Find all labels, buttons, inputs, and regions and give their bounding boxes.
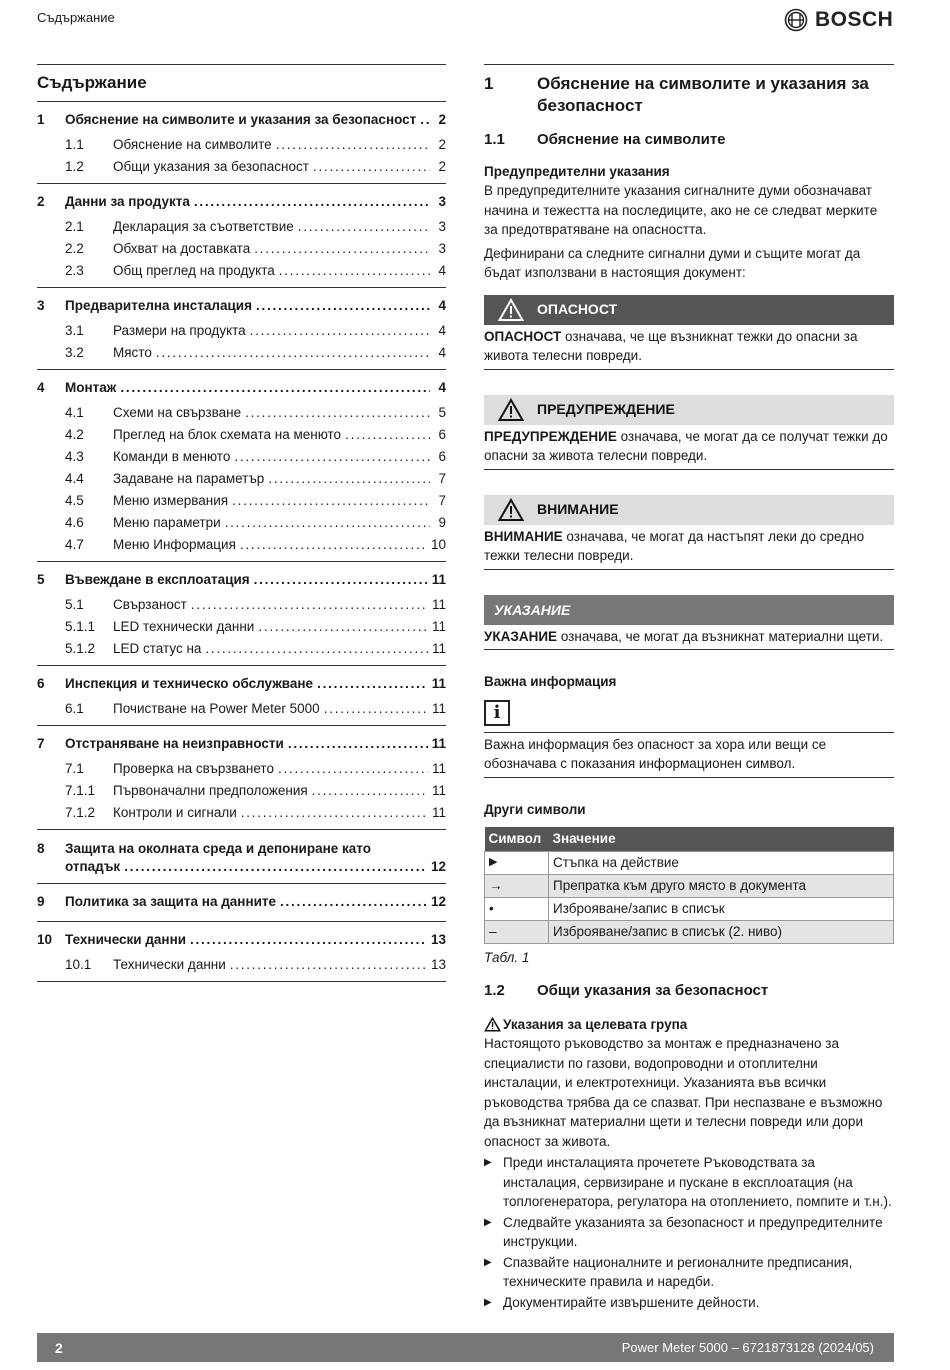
toc-entry-number: 3 (37, 298, 45, 313)
meaning-cell: Изброяване/запис в списък (549, 897, 894, 920)
toc-entry-title: Контроли и сигнали (113, 805, 237, 820)
warnings-paragraph-1: В предупредителните указания сигналните думи обозначават начина и тежестта на последиците, ако не се следват мерките за предотвратяване на опасността. (484, 183, 878, 237)
toc-entry-title: Предварителна инсталация (65, 298, 252, 313)
toc-leader-dots (298, 216, 430, 238)
toc-entry-sub[interactable] (37, 594, 446, 616)
toc-entry-sub[interactable] (37, 134, 446, 156)
list-item: ▶ Преди инсталацията прочетете Ръководствата за инсталация, сервизиране и пускане в експлоатация (на топлогенератора, регулатора на отоплението, помпите и т.н.). (484, 1153, 894, 1212)
toc-entry-number: 10.1 (65, 957, 92, 972)
toc-entry-page: 4 (438, 298, 446, 313)
warning-triangle-icon (484, 398, 537, 422)
toc-leader-dots (345, 424, 430, 446)
caution-description: означава, че могат да настъпят леки до средно тежки телесни повреди. (484, 528, 865, 563)
toc-entry-number: 7.1.2 (65, 805, 96, 820)
toc-leader-dots (240, 534, 427, 556)
caution-word: ВНИМАНИЕ (484, 528, 563, 544)
toc-section (37, 370, 446, 562)
toc-entry-number: 4 (37, 380, 45, 395)
toc-entry-title: Обяснение на символите и указания за безопасност (65, 112, 417, 127)
toc-entry-main[interactable] (37, 374, 446, 402)
toc-leader-dots (250, 320, 430, 342)
toc-entry-sub[interactable] (37, 534, 446, 556)
toc-entry-main[interactable] (37, 730, 446, 758)
symbols-table (484, 827, 894, 944)
toc-section (37, 922, 446, 982)
toc-entry-number: 5.1.2 (65, 641, 96, 656)
table-row (485, 874, 894, 897)
toc-entry-main[interactable] (37, 188, 446, 216)
toc-leader-dots (190, 926, 427, 954)
toc-section (37, 726, 446, 830)
toc-entry-page: 11 (431, 783, 446, 798)
toc-entry-page: 13 (430, 932, 446, 947)
toc-entry-page: 11 (431, 805, 446, 820)
other-symbols-label: Други символи (484, 801, 586, 817)
toc-entry-number: 4.2 (65, 427, 84, 442)
toc-entry-sub[interactable] (37, 698, 446, 720)
toc-leader-dots (120, 374, 430, 402)
toc-leader-dots (313, 156, 430, 178)
toc-entry-main[interactable] (37, 106, 446, 134)
toc-entry-page: 12 (430, 859, 446, 874)
toc-entry-page: 11 (431, 736, 446, 751)
toc-section (37, 830, 446, 884)
toc-entry-number: 8 (37, 841, 45, 856)
bosch-armature-icon (784, 8, 808, 32)
toc-entry-number: 7 (37, 736, 45, 751)
toc-entry-page: 7 (438, 471, 446, 486)
toc-section (37, 884, 446, 922)
toc-entry-sub[interactable] (37, 342, 446, 364)
toc-entry-title: Декларация за съответствие (113, 219, 294, 234)
toc-entry-sub[interactable] (37, 156, 446, 178)
toc-leader-dots (254, 238, 430, 260)
toc-entry-title-continued: отпадък (65, 859, 121, 874)
toc-entry-number: 7.1.1 (65, 783, 96, 798)
warning-triangle-icon (484, 298, 537, 322)
toc-leader-dots (279, 260, 430, 282)
toc-entry-page: 10 (430, 537, 446, 552)
toc-entry-title: Политика за защита на данните (65, 894, 277, 909)
meaning-cell: Препратка към друго място в документа (549, 874, 894, 897)
section-number: 1 (484, 74, 494, 93)
toc-entry-title: Монтаж (65, 380, 117, 395)
toc-entry-sub[interactable] (37, 780, 446, 802)
warning-word: ПРЕДУПРЕЖДЕНИЕ (484, 428, 617, 444)
warning-block (484, 395, 894, 470)
toc-entry-title: Задаване на параметър (113, 471, 265, 486)
table-header-cell: Символ (485, 827, 549, 851)
toc-section (37, 184, 446, 288)
toc-entry-page: 13 (430, 957, 446, 972)
symbol-cell: → (485, 874, 549, 897)
toc-entry-sub[interactable] (37, 490, 446, 512)
toc-entry-number: 2.1 (65, 219, 84, 234)
toc-leader-dots (234, 446, 430, 468)
toc-entry-number: 2.2 (65, 241, 84, 256)
toc-leader-dots (254, 566, 428, 594)
toc-entry-main[interactable] (37, 834, 446, 878)
toc-entry-title: Общ преглед на продукта (113, 263, 275, 278)
important-info-text: Важна информация без опасност за хора или вещи се обозначава с показания информационен символ. (484, 733, 894, 778)
section-1-2-heading (484, 981, 894, 1001)
danger-word: ОПАСНОСТ (484, 328, 562, 344)
toc-entry-number: 7.1 (65, 761, 84, 776)
toc-entry-page: 11 (431, 676, 446, 691)
toc-entry-page: 5 (438, 405, 446, 420)
toc-entry-title: Свързаност (113, 597, 187, 612)
list-item: ▶ Спазвайте националните и регионалните предписания, техническите правила и наредби. (484, 1253, 894, 1292)
toc-leader-dots (205, 638, 428, 660)
notice-description: означава, че могат да възникнат материални щети. (557, 628, 884, 644)
caution-text (484, 525, 894, 570)
toc-entry-number: 2.3 (65, 263, 84, 278)
danger-block (484, 295, 894, 370)
toc-entry-page: 9 (438, 515, 446, 530)
danger-label: ОПАСНОСТ (537, 300, 618, 317)
toc-entry-page: 12 (430, 894, 446, 909)
toc-leader-dots (194, 188, 430, 216)
table-row (485, 920, 894, 943)
toc-entry-sub[interactable] (37, 238, 446, 260)
toc-entry-number: 5 (37, 572, 45, 587)
notice-text (484, 625, 894, 651)
toc-section (37, 102, 446, 184)
toc-section (37, 288, 446, 370)
section-number: 1.2 (484, 982, 505, 999)
table-caption: Табл. 1 (484, 949, 530, 965)
warning-triangle-icon (484, 1017, 501, 1032)
toc-entry-page: 2 (438, 112, 446, 127)
page-header-title: Съдържание (37, 10, 115, 25)
caution-label: ВНИМАНИЕ (537, 500, 619, 517)
notice-block (484, 595, 894, 651)
notice-word: УКАЗАНИЕ (484, 628, 558, 644)
toc-entry-page: 6 (438, 427, 446, 442)
toc-entry-title: Команди в менюто (113, 449, 231, 464)
warning-bar (484, 395, 894, 425)
toc-section (37, 562, 446, 666)
list-item: ▶ Следвайте указанията за безопасност и предупредителните инструкции. (484, 1213, 894, 1252)
toc-entry-page: 11 (431, 761, 446, 776)
toc-entry-sub[interactable] (37, 758, 446, 780)
target-group-label (484, 1015, 894, 1035)
toc-entry-number: 3.1 (65, 323, 84, 338)
toc-entry-number: 4.6 (65, 515, 84, 530)
toc-entry-number: 1 (37, 112, 45, 127)
toc-leader-dots (124, 858, 427, 876)
toc-entry-title: Първоначални предположения (113, 783, 308, 798)
caution-bar (484, 495, 894, 525)
toc-entry-title: Проверка на свързването (113, 761, 274, 776)
caution-block (484, 495, 894, 570)
toc-entry-number: 1.1 (65, 137, 84, 152)
toc-leader-dots (420, 106, 430, 134)
toc-entry-page: 11 (431, 641, 446, 656)
toc-entry-number: 9 (37, 894, 45, 909)
table-of-contents (37, 64, 446, 982)
toc-entry-title: Въвеждане в експлоатация (65, 572, 250, 587)
toc-entry-page: 6 (438, 449, 446, 464)
warnings-label: Предупредителни указания (484, 163, 670, 179)
toc-entry-number: 4.5 (65, 493, 84, 508)
toc-entry-main[interactable] (37, 670, 446, 698)
symbol-cell: ▶ (485, 851, 549, 874)
toc-entry-sub[interactable] (37, 954, 446, 976)
page-footer (37, 1333, 894, 1362)
warnings-paragraph-2: Дефинирани са следните сигнални думи и същите могат да бъдат използвани в настоящия документ: (484, 245, 861, 280)
section-title: Обяснение на символите и указания за безопасност (537, 74, 869, 115)
notice-bar: УКАЗАНИЕ (484, 595, 894, 625)
symbol-cell: • (485, 897, 549, 920)
toc-leader-dots (156, 342, 430, 364)
important-info-label: Важна информация (484, 674, 617, 689)
toc-entry-title: Почистване на Power Meter 5000 (113, 701, 320, 716)
danger-bar (484, 295, 894, 325)
toc-entry-number: 2 (37, 194, 45, 209)
section-1-1-heading (484, 130, 894, 150)
toc-entry-sub[interactable] (37, 802, 446, 824)
section-number: 1.1 (484, 131, 505, 148)
toc-leader-dots (230, 954, 427, 976)
toc-leader-dots (280, 888, 427, 916)
table-header-cell: Значение (549, 827, 894, 851)
toc-entry-page: 11 (431, 701, 446, 716)
section-1-heading (484, 73, 894, 117)
toc-entry-page: 3 (438, 219, 446, 234)
danger-description: означава, че ще възникнат тежки до опасни за живота телесни повреди. (484, 328, 858, 363)
meaning-cell: Изброяване/запис в списък (2. ниво) (549, 920, 894, 943)
toc-entry-page: 4 (438, 263, 446, 278)
toc-entry-title: Меню параметри (113, 515, 221, 530)
toc-leader-dots (278, 758, 428, 780)
main-content (484, 64, 894, 1313)
steps-list (484, 1153, 894, 1312)
toc-leader-dots (276, 134, 430, 156)
toc-entry-page: 2 (438, 159, 446, 174)
toc-leader-dots (225, 512, 430, 534)
toc-entry-page: 4 (438, 380, 446, 395)
toc-entry-number: 3.2 (65, 345, 84, 360)
toc-leader-dots (245, 402, 430, 424)
toc-entry-number: 5.1.1 (65, 619, 96, 634)
page-number: 2 (55, 1339, 63, 1356)
toc-entry-sub[interactable] (37, 424, 446, 446)
symbol-cell: – (485, 920, 549, 943)
toc-entry-title: Обхват на доставката (113, 241, 251, 256)
toc-entry-main[interactable] (37, 566, 446, 594)
toc-entry-number: 10 (37, 932, 53, 947)
warning-description: означава, че могат да се получат тежки до опасни за живота телесни повреди. (484, 428, 888, 463)
section-title: Обяснение на символите (537, 131, 726, 148)
toc-entry-page: 2 (438, 137, 446, 152)
toc-leader-dots (312, 780, 428, 802)
toc-entry-main[interactable] (37, 888, 446, 916)
warning-text (484, 425, 894, 470)
toc-entry-number: 4.4 (65, 471, 84, 486)
toc-entry-title: Технически данни (65, 932, 187, 947)
danger-text (484, 325, 894, 370)
toc-entry-sub[interactable] (37, 616, 446, 638)
toc-entry-sub[interactable] (37, 446, 446, 468)
toc-entry-sub[interactable] (37, 638, 446, 660)
table-row (485, 851, 894, 874)
toc-leader-dots (256, 292, 430, 320)
toc-entry-sub[interactable] (37, 216, 446, 238)
toc-entry-main[interactable] (37, 926, 446, 954)
toc-entry-sub[interactable] (37, 402, 446, 424)
toc-entry-number: 6.1 (65, 701, 84, 716)
toc-entry-number: 4.7 (65, 537, 84, 552)
toc-entry-page: 3 (438, 241, 446, 256)
toc-entry-title: Защита на околната среда и депониране като (65, 841, 371, 856)
toc-entry-page: 3 (438, 194, 446, 209)
toc-entry-page: 11 (431, 597, 446, 612)
toc-entry-title: Схеми на свързване (113, 405, 242, 420)
document-id: Power Meter 5000 – 6721873128 (2024/05) (621, 1340, 874, 1355)
toc-entry-title: LED статус на (113, 641, 202, 656)
toc-leader-dots (191, 594, 428, 616)
toc-leader-dots (241, 802, 428, 824)
toc-leader-dots (317, 670, 428, 698)
info-icon: i (484, 700, 510, 726)
toc-entry-sub[interactable] (37, 260, 446, 282)
toc-leader-dots (324, 698, 428, 720)
toc-entry-number: 5.1 (65, 597, 84, 612)
toc-entry-title: Меню измервания (113, 493, 229, 508)
toc-leader-dots (288, 730, 428, 758)
toc-entry-title: Инспекция и техническо обслужване (65, 676, 314, 691)
toc-entry-number: 4.3 (65, 449, 84, 464)
toc-leader-dots (232, 490, 430, 512)
toc-entry-title: Меню Информация (113, 537, 236, 552)
list-item: ▶ Документирайте извършените дейности. (484, 1293, 894, 1313)
table-header-row (485, 827, 894, 851)
toc-entry-page: 11 (431, 619, 446, 634)
toc-entry-number: 1.2 (65, 159, 84, 174)
toc-entry-sub[interactable] (37, 468, 446, 490)
toc-entry-page: 7 (438, 493, 446, 508)
toc-entry-sub[interactable] (37, 512, 446, 534)
toc-entry-page: 4 (438, 323, 446, 338)
toc-entry-number: 6 (37, 676, 45, 691)
toc-entry-main[interactable] (37, 292, 446, 320)
target-group-text: Настоящото ръководство за монтаж е предназначено за специалисти по газови, водопроводни и отоплителни инсталации, и електротехници. Указанията във всички ръководства трябва да се спазват. При неспазване е възможно да възникнат материални щети и телесни повреди или дори опасност за живота. (484, 1036, 883, 1149)
section-title: Общи указания за безопасност (537, 982, 769, 999)
toc-section (37, 666, 446, 726)
toc-entry-title: Общи указания за безопасност (113, 159, 309, 174)
toc-entry-page: 4 (438, 345, 446, 360)
warning-label: ПРЕДУПРЕЖДЕНИЕ (537, 400, 675, 417)
toc-entry-title: Преглед на блок схемата на менюто (113, 427, 342, 442)
toc-heading: Съдържание (37, 65, 446, 102)
toc-entry-title: Отстраняване на неизправности (65, 736, 284, 751)
meaning-cell: Стъпка на действие (549, 851, 894, 874)
bosch-logo (784, 8, 893, 32)
bosch-wordmark: BOSCH (815, 8, 894, 31)
toc-entry-title: Място (113, 345, 152, 360)
table-row (485, 897, 894, 920)
toc-entry-title: Обяснение на символите (113, 137, 272, 152)
toc-entry-title: Размери на продукта (113, 323, 246, 338)
toc-entry-title: LED технически данни (113, 619, 255, 634)
toc-leader-dots (258, 616, 428, 638)
target-group-title: Указания за целевата група (503, 1016, 688, 1032)
toc-entry-sub[interactable] (37, 320, 446, 342)
warning-triangle-icon (484, 498, 537, 522)
toc-entry-page: 11 (431, 572, 446, 587)
toc-leader-dots (268, 468, 430, 490)
toc-entry-title: Данни за продукта (65, 194, 190, 209)
toc-entry-number: 4.1 (65, 405, 84, 420)
toc-entry-title: Технически данни (113, 957, 226, 972)
